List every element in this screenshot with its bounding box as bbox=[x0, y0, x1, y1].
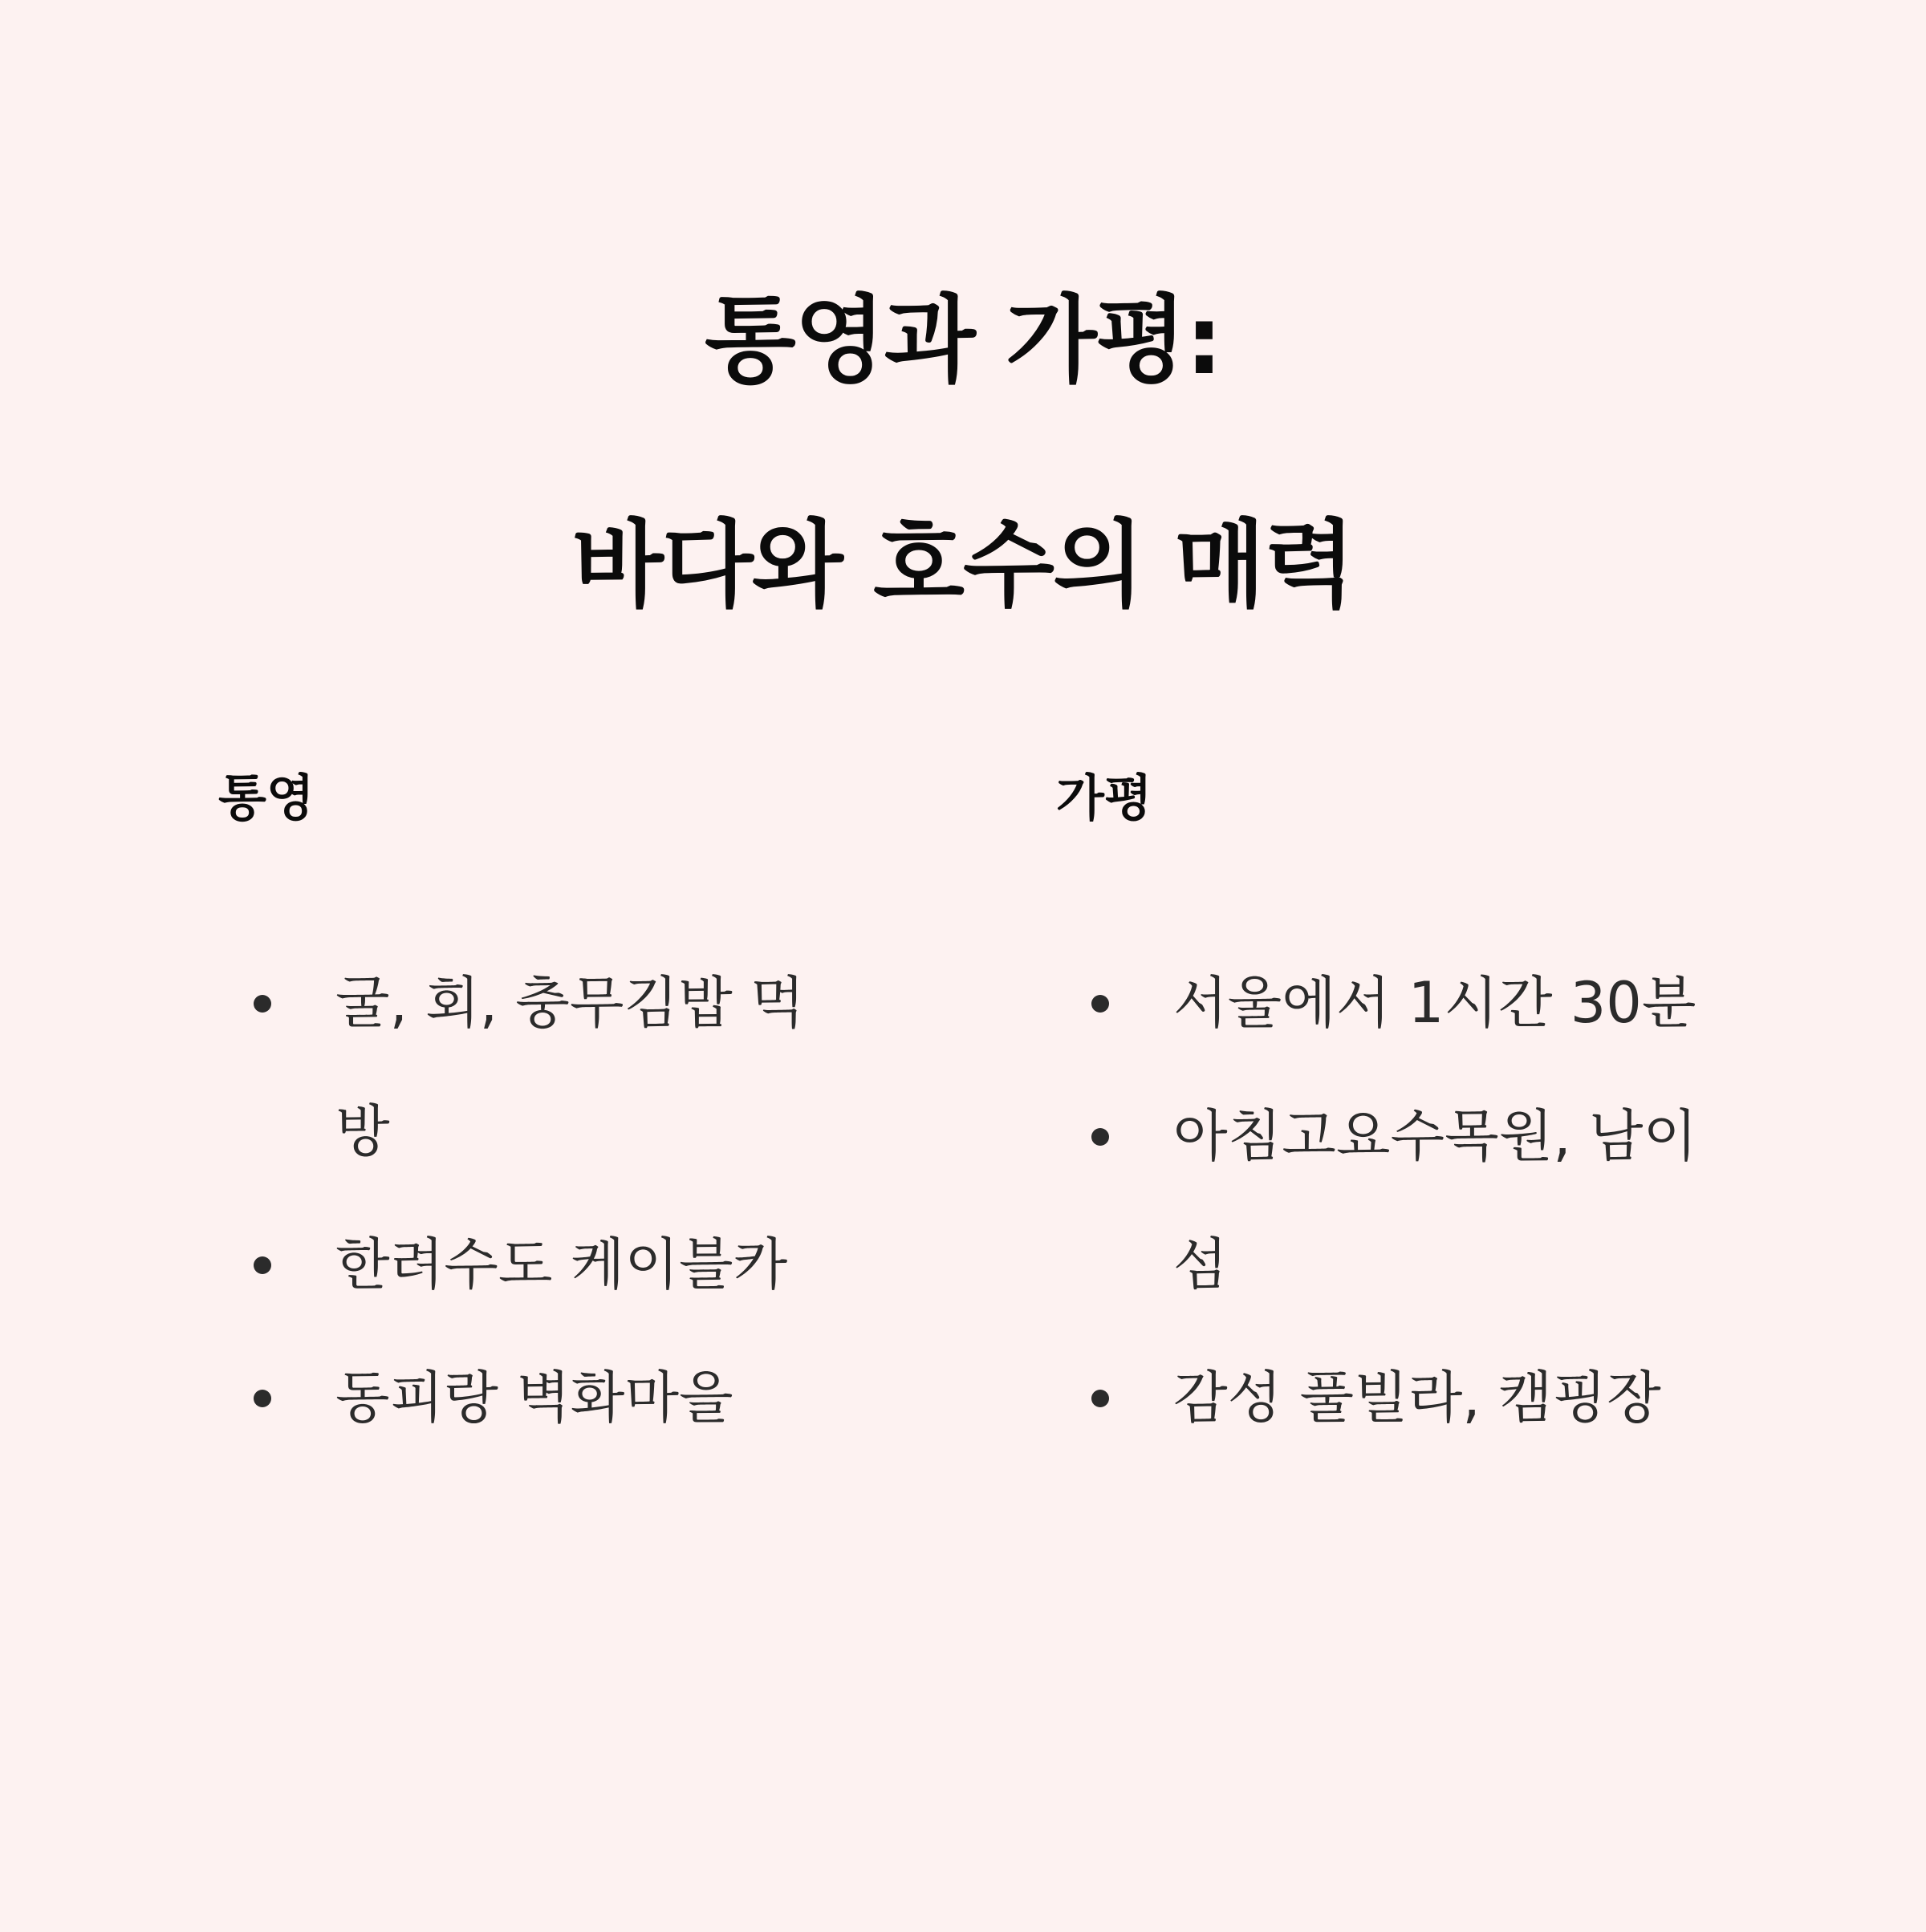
gapyeong-heading: 가평 bbox=[1056, 769, 1152, 827]
bullet-icon bbox=[254, 1256, 271, 1274]
tongyeong-list bbox=[218, 939, 849, 1467]
list-item bbox=[1056, 1333, 1711, 1462]
list-item bbox=[218, 1333, 849, 1462]
list-item-text: 한려수도 케이블카 bbox=[335, 1232, 788, 1297]
gapyeong-column bbox=[1056, 766, 1778, 1431]
list-item-text: 동피랑 벽화마을 bbox=[335, 1365, 733, 1431]
list-item bbox=[218, 1200, 849, 1329]
list-item-text: 굴, 회, 충무김밥 먹방 bbox=[335, 970, 805, 1164]
list-item bbox=[1056, 1072, 1711, 1329]
list-item-text: 감성 풀빌라, 캠핑장 bbox=[1173, 1365, 1661, 1431]
list-item-text: 아침고요수목원, 남이섬 bbox=[1173, 1103, 1698, 1297]
list-item-text: 서울에서 1시간 30분 bbox=[1173, 970, 1696, 1036]
list-item bbox=[218, 939, 849, 1195]
tongyeong-heading: 통영 bbox=[218, 769, 315, 827]
list-item bbox=[1056, 939, 1711, 1067]
bullet-icon bbox=[254, 1390, 271, 1407]
bullet-icon bbox=[1091, 1390, 1109, 1407]
tongyeong-column bbox=[218, 766, 884, 1431]
page-title-line-2: 바다와 호수의 매력 bbox=[571, 509, 1355, 621]
bullet-icon bbox=[254, 995, 271, 1013]
bullet-icon bbox=[1091, 995, 1109, 1013]
gapyeong-list bbox=[1056, 939, 1711, 1467]
page-title-line-1: 통영과 가평: bbox=[704, 285, 1222, 396]
bullet-icon bbox=[1091, 1128, 1109, 1146]
